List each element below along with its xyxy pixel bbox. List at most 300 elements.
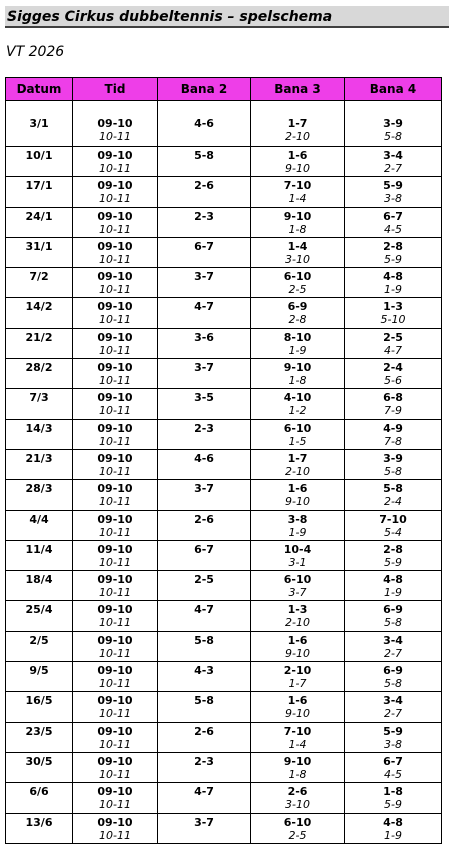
bana-3-cell [251,419,345,449]
bana-4-cell-primary: 5-9 [383,179,403,193]
table-row [6,359,442,389]
table-row [6,298,442,328]
bana-3-cell-primary: 1-6 [287,633,308,647]
date-cell [6,722,73,752]
time-cell [73,540,158,570]
time-cell [73,419,158,449]
bana-3-cell [251,540,345,570]
date-cell [6,601,73,631]
date-cell [6,692,73,722]
bana-3-cell-secondary: 3-10 [285,252,310,266]
bana-3-cell-secondary: 2-10 [285,130,310,143]
bana-3-cell-secondary: 2-5 [288,828,307,842]
time-cell-primary: 09-10 [97,117,133,130]
bana-4-cell-primary: 5-8 [383,482,403,496]
time-cell [73,571,158,601]
time-cell [73,177,158,207]
table-row [6,752,442,782]
bana-2-cell-primary: 3-7 [194,361,214,375]
table-row [6,480,442,510]
bana-2-cell-primary: 3-6 [194,330,214,344]
bana-4-cell-secondary: 5-8 [384,616,402,630]
bana-2-cell-primary: 2-3 [194,421,214,435]
bana-4-cell-secondary: 7-8 [384,434,402,448]
bana-3-cell-secondary: 1-7 [288,677,307,691]
bana-3-cell-primary: 7-10 [283,179,312,193]
date-cell-primary: 14/2 [25,300,53,314]
bana-4-cell [345,207,442,237]
time-cell [73,510,158,540]
time-cell-secondary: 10-11 [99,434,131,448]
time-cell-secondary: 10-11 [99,616,131,630]
time-cell-secondary: 10-11 [99,222,131,236]
bana-3-cell [251,813,345,843]
bana-2-cell-primary: 6-7 [194,239,214,253]
bana-3-cell-primary: 9-10 [283,209,312,223]
bana-3-cell [251,177,345,207]
date-cell [6,480,73,510]
date-cell-primary: 18/4 [25,573,53,587]
date-cell [6,389,73,419]
table-row [6,783,442,813]
header-tid: Tid [73,78,158,101]
table-row [6,571,442,601]
bana-4-cell [345,813,442,843]
bana-4-cell [345,722,442,752]
bana-3-cell-secondary: 1-4 [288,192,307,206]
table-row [6,101,442,147]
time-cell [73,722,158,752]
bana-2-cell-primary: 2-3 [194,209,214,223]
bana-2-cell-primary: 2-5 [194,573,214,587]
bana-3-cell-primary: 1-6 [287,694,308,708]
date-cell [6,328,73,358]
bana-3-cell [251,237,345,267]
bana-4-cell [345,298,442,328]
bana-2-cell [158,177,251,207]
bana-2-cell-primary: 5-8 [194,149,214,162]
header-bana-4: Bana 4 [345,78,442,101]
bana-4-cell-secondary: 1-9 [384,283,402,297]
bana-4-cell-secondary: 2-7 [384,162,402,175]
bana-3-cell [251,752,345,782]
time-cell-primary: 09-10 [97,330,133,344]
bana-4-cell [345,268,442,298]
bana-3-cell-secondary: 2-10 [285,616,310,630]
time-cell-primary: 09-10 [97,391,133,405]
schedule-table [5,77,442,844]
time-cell [73,692,158,722]
bana-4-cell [345,177,442,207]
time-cell-primary: 09-10 [97,179,133,193]
bana-4-cell [345,510,442,540]
bana-2-cell-primary: 3-7 [194,270,214,284]
bana-2-cell [158,722,251,752]
bana-3-cell-secondary: 1-9 [288,525,307,539]
bana-2-cell [158,510,251,540]
bana-3-cell-primary: 9-10 [283,361,312,375]
bana-4-cell [345,359,442,389]
bana-2-cell [158,268,251,298]
bana-3-cell-primary: 1-6 [287,482,308,496]
table-row [6,147,442,177]
time-cell-primary: 09-10 [97,300,133,314]
bana-3-cell-secondary: 1-2 [288,404,307,418]
bana-3-cell-secondary: 9-10 [285,495,310,509]
time-cell-secondary: 10-11 [99,737,131,751]
bana-4-cell [345,601,442,631]
date-cell-primary: 28/2 [25,361,53,375]
bana-3-cell-secondary: 2-8 [288,313,307,327]
time-cell-primary: 09-10 [97,754,133,768]
bana-2-cell [158,101,251,147]
table-row [6,813,442,843]
bana-3-cell-primary: 6-9 [287,300,308,314]
bana-2-cell [158,449,251,479]
table-row [6,389,442,419]
date-cell-primary: 10/1 [25,149,53,162]
time-cell-primary: 09-10 [97,239,133,253]
bana-3-cell-primary: 7-10 [283,724,312,738]
bana-4-cell-secondary: 5-9 [384,555,402,569]
bana-3-cell-primary: 1-6 [287,149,308,162]
date-cell-primary: 31/1 [25,239,53,253]
bana-3-cell-primary: 10-4 [283,542,312,556]
bana-2-cell [158,359,251,389]
date-cell [6,177,73,207]
bana-4-cell [345,692,442,722]
time-cell-secondary: 10-11 [99,374,131,388]
bana-3-cell [251,601,345,631]
bana-3-cell-primary: 1-7 [287,451,308,465]
bana-4-cell [345,237,442,267]
bana-2-cell [158,207,251,237]
time-cell-secondary: 10-11 [99,283,131,297]
bana-4-cell-secondary: 1-9 [384,828,402,842]
bana-2-cell [158,328,251,358]
bana-3-cell [251,101,345,147]
bana-4-cell [345,328,442,358]
table-row [6,601,442,631]
bana-3-cell [251,389,345,419]
date-cell-primary: 7/2 [29,270,49,284]
bana-2-cell [158,237,251,267]
bana-2-cell-primary: 3-7 [194,815,214,829]
bana-3-cell [251,631,345,661]
bana-2-cell [158,419,251,449]
table-row [6,449,442,479]
date-cell [6,298,73,328]
date-cell-primary: 3/1 [29,117,49,130]
date-cell [6,783,73,813]
bana-4-cell-secondary: 4-5 [384,222,402,236]
date-cell [6,540,73,570]
table-row [6,692,442,722]
table-row [6,328,442,358]
table-row [6,177,442,207]
bana-4-cell-primary: 1-3 [383,300,403,314]
time-cell-secondary: 10-11 [99,252,131,266]
bana-3-cell [251,662,345,692]
time-cell-secondary: 10-11 [99,525,131,539]
bana-3-cell-primary: 2-10 [283,664,312,678]
bana-2-cell-primary: 2-6 [194,179,214,193]
bana-3-cell [251,328,345,358]
bana-3-cell [251,571,345,601]
bana-4-cell-primary: 2-5 [383,330,403,344]
time-cell-secondary: 10-11 [99,646,131,660]
time-cell [73,328,158,358]
bana-3-cell-primary: 6-10 [283,815,312,829]
bana-3-cell-secondary: 1-4 [288,737,307,751]
bana-4-cell [345,480,442,510]
date-cell-primary: 9/5 [29,664,49,678]
time-cell-primary: 09-10 [97,785,133,799]
header-datum: Datum [6,78,73,101]
bana-4-cell-primary: 2-8 [383,542,403,556]
date-cell-primary: 23/5 [25,724,53,738]
time-cell [73,207,158,237]
bana-3-cell-secondary: 1-8 [288,222,307,236]
time-cell-secondary: 10-11 [99,192,131,206]
date-cell-primary: 21/2 [25,330,53,344]
time-cell [73,359,158,389]
time-cell-secondary: 10-11 [99,313,131,327]
date-cell [6,510,73,540]
time-cell-primary: 09-10 [97,724,133,738]
time-cell-primary: 09-10 [97,149,133,162]
bana-2-cell-primary: 2-3 [194,754,214,768]
time-cell [73,813,158,843]
date-cell-primary: 21/3 [25,451,53,465]
bana-4-cell-secondary: 4-7 [384,343,402,357]
time-cell-secondary: 10-11 [99,707,131,721]
time-cell [73,237,158,267]
time-cell-secondary: 10-11 [99,767,131,781]
bana-3-cell-secondary: 9-10 [285,707,310,721]
date-cell-primary: 4/4 [29,512,49,526]
bana-4-cell-primary: 4-8 [383,573,403,587]
bana-4-cell-secondary: 5-9 [384,252,402,266]
bana-2-cell-primary: 3-7 [194,482,214,496]
bana-2-cell-primary: 4-6 [194,117,214,130]
date-cell [6,752,73,782]
page-title: Sigges Cirkus dubbeltennis – spelschema [7,9,333,25]
bana-2-cell-primary: 2-6 [194,724,214,738]
date-cell-primary: 14/3 [25,421,53,435]
bana-4-cell-primary: 3-4 [383,694,403,708]
bana-2-cell-primary: 5-8 [194,633,214,647]
time-cell [73,601,158,631]
bana-3-cell [251,480,345,510]
bana-4-cell [345,662,442,692]
bana-2-cell-primary: 3-5 [194,391,214,405]
bana-4-cell-secondary: 5-10 [380,313,406,327]
date-cell [6,813,73,843]
bana-4-cell-secondary: 1-9 [384,586,402,600]
date-cell [6,571,73,601]
bana-4-cell-primary: 6-9 [383,603,403,617]
bana-4-cell [345,571,442,601]
time-cell [73,480,158,510]
bana-2-cell [158,631,251,661]
table-row [6,237,442,267]
date-cell [6,268,73,298]
bana-4-cell-secondary: 5-8 [384,464,402,478]
bana-4-cell [345,419,442,449]
bana-4-cell-primary: 6-9 [383,664,403,678]
bana-3-cell [251,692,345,722]
bana-2-cell-primary: 4-7 [194,300,214,314]
time-cell [73,101,158,147]
time-cell-primary: 09-10 [97,815,133,829]
time-cell-primary: 09-10 [97,451,133,465]
bana-4-cell-secondary: 5-8 [384,677,402,691]
bana-2-cell [158,480,251,510]
bana-4-cell-primary: 4-9 [383,421,403,435]
bana-4-cell-primary: 3-4 [383,149,403,162]
date-cell-primary: 24/1 [25,209,53,223]
bana-4-cell [345,783,442,813]
time-cell [73,147,158,177]
bana-4-cell-primary: 2-4 [383,361,403,375]
time-cell-secondary: 10-11 [99,130,131,143]
bana-4-cell-primary: 3-4 [383,633,403,647]
bana-4-cell-secondary: 4-5 [384,767,402,781]
bana-4-cell [345,752,442,782]
time-cell [73,449,158,479]
bana-2-cell [158,783,251,813]
time-cell-primary: 09-10 [97,270,133,284]
time-cell-primary: 09-10 [97,482,133,496]
date-cell [6,237,73,267]
bana-3-cell [251,207,345,237]
bana-4-cell-primary: 4-8 [383,815,403,829]
time-cell-primary: 09-10 [97,573,133,587]
bana-3-cell-secondary: 1-9 [288,343,307,357]
date-cell-primary: 7/3 [29,391,49,405]
bana-2-cell-primary: 4-6 [194,451,214,465]
page-subtitle: VT 2026 [6,44,65,60]
time-cell-primary: 09-10 [97,361,133,375]
bana-3-cell [251,298,345,328]
bana-4-cell-primary: 6-7 [383,754,403,768]
bana-4-cell-secondary: 5-6 [384,374,402,388]
bana-3-cell-primary: 6-10 [283,573,312,587]
bana-3-cell [251,510,345,540]
bana-4-cell [345,101,442,147]
bana-4-cell-primary: 7-10 [379,512,407,526]
bana-4-cell-primary: 6-8 [383,391,403,405]
bana-4-cell-secondary: 2-7 [384,646,402,660]
time-cell-secondary: 10-11 [99,343,131,357]
date-cell [6,147,73,177]
date-cell-primary: 25/4 [25,603,53,617]
bana-4-cell-secondary: 5-4 [384,525,402,539]
date-cell-primary: 11/4 [25,542,53,556]
bana-4-cell [345,147,442,177]
time-cell-primary: 09-10 [97,542,133,556]
bana-4-cell-primary: 3-9 [383,117,403,130]
time-cell-primary: 09-10 [97,209,133,223]
date-cell [6,449,73,479]
date-cell [6,359,73,389]
date-cell [6,101,73,147]
table-row [6,540,442,570]
bana-4-cell-secondary: 3-8 [384,737,402,751]
bana-3-cell-secondary: 9-10 [285,646,310,660]
date-cell [6,419,73,449]
table-row [6,419,442,449]
date-cell-primary: 17/1 [25,179,53,193]
bana-2-cell-primary: 4-7 [194,603,214,617]
table-row [6,631,442,661]
bana-3-cell-secondary: 3-7 [288,586,307,600]
date-cell-primary: 13/6 [25,815,53,829]
header-bana-2: Bana 2 [158,78,251,101]
bana-4-cell-primary: 5-9 [383,724,403,738]
time-cell-primary: 09-10 [97,633,133,647]
date-cell-primary: 16/5 [25,694,53,708]
bana-3-cell [251,722,345,752]
bana-3-cell-secondary: 1-5 [288,434,307,448]
time-cell-secondary: 10-11 [99,798,131,812]
table-row [6,722,442,752]
time-cell-secondary: 10-11 [99,555,131,569]
bana-3-cell [251,783,345,813]
bana-2-cell [158,389,251,419]
time-cell [73,631,158,661]
time-cell [73,298,158,328]
date-cell-primary: 6/6 [29,785,49,799]
bana-2-cell-primary: 5-8 [194,694,214,708]
bana-3-cell [251,268,345,298]
bana-4-cell-secondary: 7-9 [384,404,402,418]
time-cell-secondary: 10-11 [99,677,131,691]
bana-3-cell-primary: 1-7 [287,117,308,130]
bana-2-cell-primary: 4-7 [194,785,214,799]
header-bana-3: Bana 3 [251,78,345,101]
bana-3-cell-secondary: 3-10 [285,798,310,812]
bana-3-cell-primary: 6-10 [283,421,312,435]
bana-3-cell-secondary: 3-1 [288,555,307,569]
bana-2-cell-primary: 4-3 [194,664,214,678]
header-row [6,78,442,101]
bana-4-cell-primary: 3-9 [383,451,403,465]
time-cell-primary: 09-10 [97,512,133,526]
bana-3-cell-secondary: 1-8 [288,767,307,781]
date-cell-primary: 2/5 [29,633,49,647]
date-cell-primary: 30/5 [25,754,53,768]
time-cell [73,783,158,813]
date-cell-primary: 28/3 [25,482,53,496]
bana-3-cell-primary: 2-6 [287,785,308,799]
bana-4-cell [345,449,442,479]
bana-2-cell-primary: 2-6 [194,512,214,526]
time-cell [73,662,158,692]
bana-4-cell-secondary: 5-9 [384,798,402,812]
bana-2-cell [158,813,251,843]
bana-3-cell-secondary: 9-10 [285,162,310,175]
bana-3-cell [251,359,345,389]
bana-2-cell [158,692,251,722]
bana-3-cell [251,147,345,177]
bana-3-cell-secondary: 1-8 [288,374,307,388]
time-cell [73,389,158,419]
bana-4-cell [345,389,442,419]
bana-2-cell [158,752,251,782]
bana-2-cell [158,540,251,570]
